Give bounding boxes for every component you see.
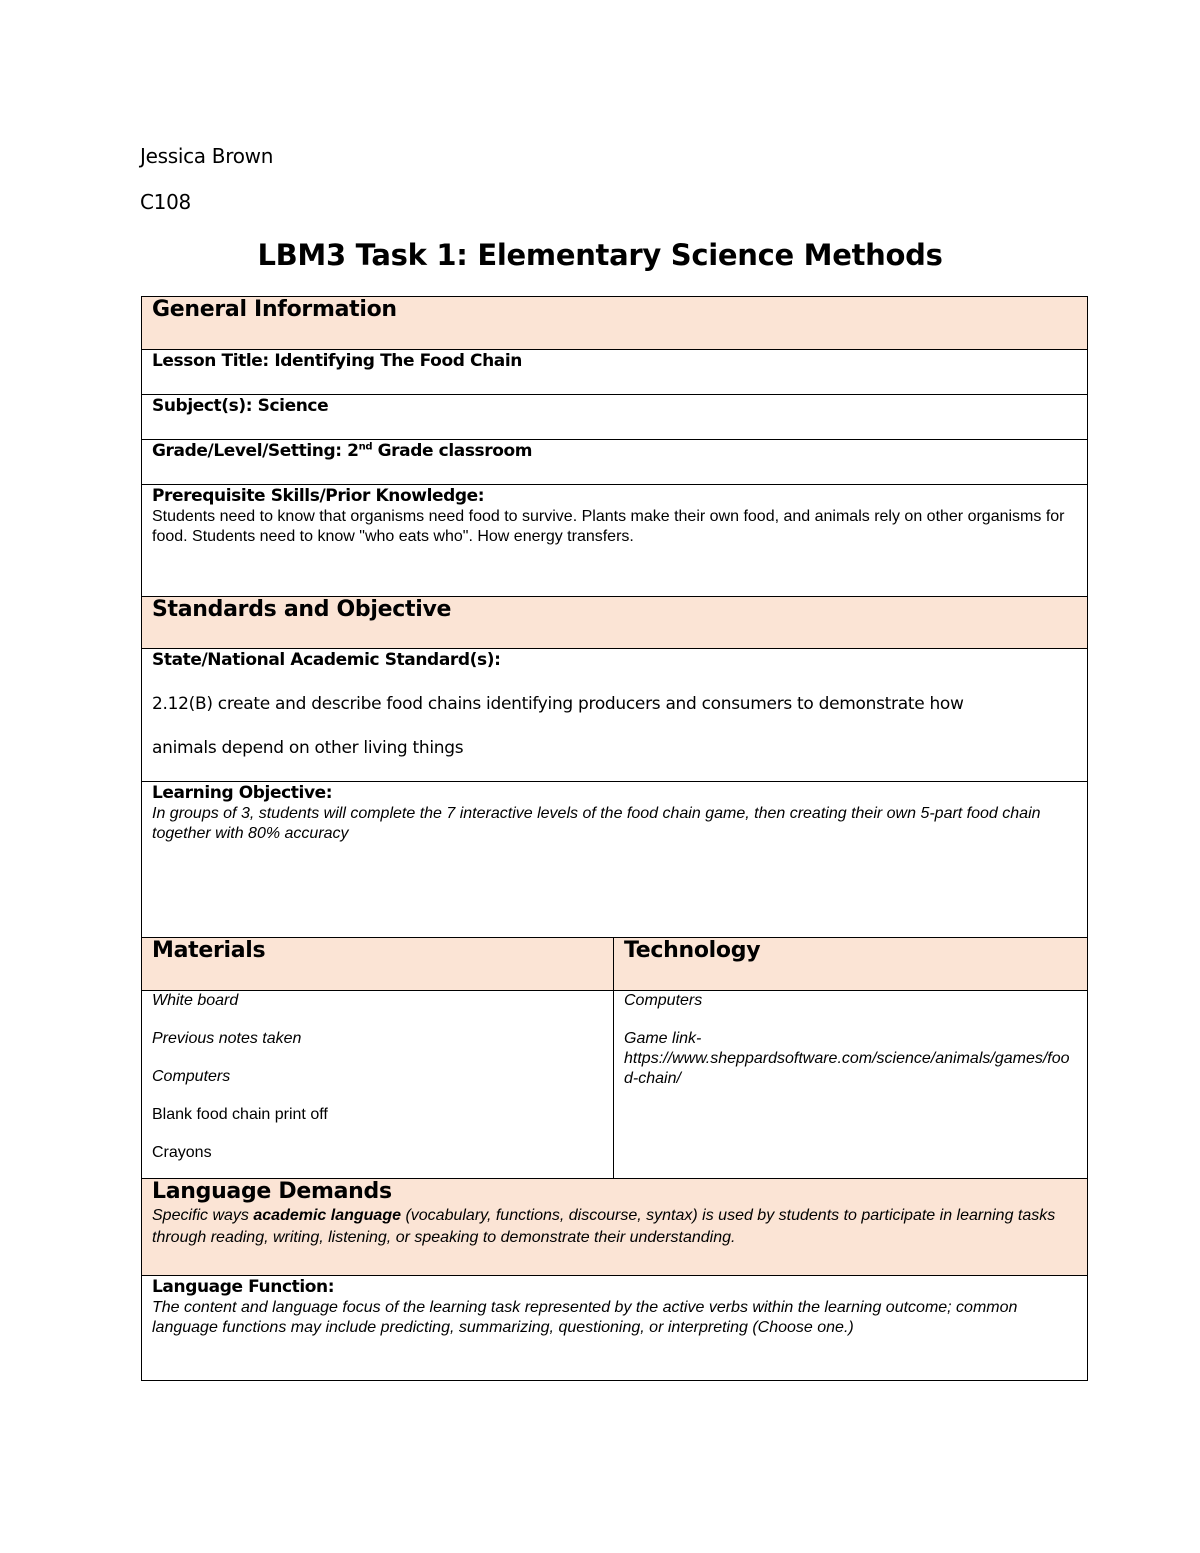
general-info-header — [142, 297, 1088, 350]
material-item: Computers — [152, 1068, 231, 1085]
prerequisite-cell — [142, 485, 1088, 597]
materials-cell — [142, 991, 614, 1179]
objective-text: In groups of 3, students will complete the 7 interactive levels of the food chain game, then creating their own 5-part food chain together with 80% accuracy — [152, 805, 1041, 842]
grade-level-cell — [142, 440, 1088, 485]
material-item: Crayons — [152, 1144, 212, 1161]
general-info-heading: General Information — [152, 297, 397, 322]
language-demands-description — [152, 1205, 1077, 1249]
language-demands-heading: Language Demands — [152, 1179, 392, 1204]
material-item: White board — [152, 992, 239, 1009]
game-link[interactable]: https://www.sheppardsoftware.com/science/animals/games/food-chain/ — [624, 1050, 1070, 1087]
technology-header — [614, 938, 1088, 991]
document-title: LBM3 Task 1: Elementary Science Methods — [257, 238, 943, 272]
material-item: Blank food chain print off — [152, 1106, 328, 1123]
standard-line-1: 2.12(B) create and describe food chains identifying producers and consumers to demonstrate how — [152, 694, 964, 714]
materials-heading: Materials — [152, 938, 266, 963]
standards-heading: Standards and Objective — [152, 597, 452, 622]
lesson-title: Lesson Title: Identifying The Food Chain — [152, 351, 522, 371]
language-demands-desc-pre: Specific ways — [152, 1207, 254, 1224]
course-code: C108 — [140, 190, 191, 214]
technology-item: Computers — [624, 992, 703, 1009]
prerequisite-text: Students need to know that organisms need food to survive. Plants make their own food, and animals rely on other organisms for food. Students need to know "who eats who". How energy transfers. — [152, 508, 1065, 545]
prerequisite-label: Prerequisite Skills/Prior Knowledge: — [152, 486, 485, 506]
grade-level-suffix: Grade classroom — [372, 441, 533, 461]
lesson-title-cell — [142, 350, 1088, 395]
language-demands-desc-post: (vocabulary, functions, discourse, syntax) is used by students to participate in learning tasks through reading, writing, listening, or speaking to demonstrate their understanding. — [152, 1207, 1056, 1246]
author-name: Jessica Brown — [140, 144, 274, 168]
language-demands-header — [142, 1179, 1088, 1276]
grade-level-prefix: Grade/Level/Setting: 2 — [152, 441, 359, 461]
standards-cell — [142, 649, 1088, 782]
materials-header — [142, 938, 614, 991]
objective-cell — [142, 782, 1088, 938]
language-function-label: Language Function: — [152, 1277, 335, 1297]
language-function-text: The content and language focus of the learning task represented by the active verbs within the learning outcome; common language functions may include predicting, summarizing, questioning, or interpreting (Choose one.) — [152, 1299, 1018, 1336]
standard-line-2: animals depend on other living things — [152, 738, 464, 758]
standards-header — [142, 597, 1088, 649]
standard-label: State/National Academic Standard(s): — [152, 650, 501, 670]
grade-level — [152, 440, 1077, 462]
objective-label: Learning Objective: — [152, 783, 333, 803]
technology-heading: Technology — [624, 938, 761, 963]
material-item: Previous notes taken — [152, 1030, 302, 1047]
grade-level-ordinal: nd — [358, 441, 373, 453]
academic-language-term: academic language — [253, 1207, 401, 1224]
subjects-cell — [142, 395, 1088, 440]
technology-cell — [614, 991, 1088, 1179]
language-function-cell — [142, 1276, 1088, 1381]
subjects: Subject(s): Science — [152, 396, 329, 416]
lesson-plan-table — [141, 296, 1088, 1381]
game-link-label: Game link- — [624, 1030, 702, 1047]
